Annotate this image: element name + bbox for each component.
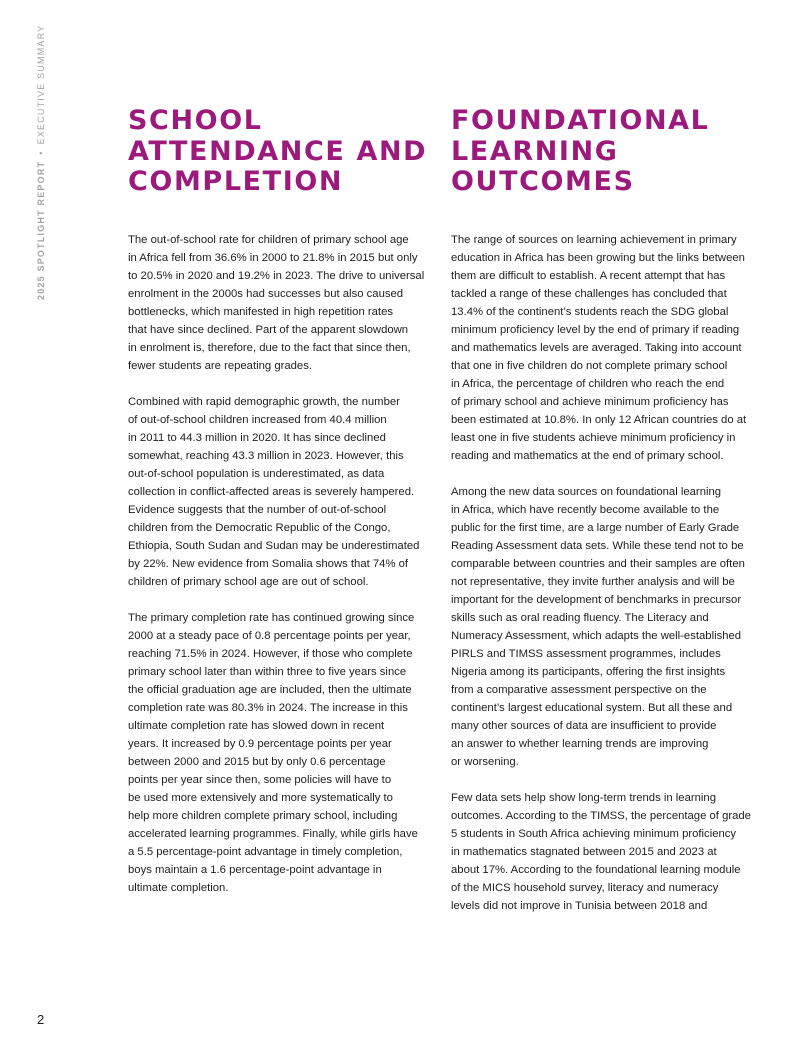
page-number: 2 (37, 1012, 45, 1027)
left-column (128, 106, 428, 915)
section-heading-school-attendance (128, 106, 428, 231)
body-paragraph: The primary completion rate has continued growing since 2000 at a steady pace of 0.8 percentage points per year, reaching 71.5% in 2024. However, if those who complete primary school later than within three to five years since the official graduation age are included, then the ultimate completion rate was 80.3% in 2024. The increase in this ultimate completion rate has slowed down in recent years. It increased by 0.9 percentage points per year between 2000 and 2015 but by only 0.6 percentage points per year since then, some policies will have to be used more extensively and more systematically to help more children complete primary school, including accelerated learning programmes. Finally, while girls have a 5.5 percentage-point advantage in timely completion, boys maintain a 1.6 percentage-point advantage in ultimate completion. (128, 612, 418, 894)
heading-line: ATTENDANCE AND (128, 135, 428, 167)
body-paragraph: Combined with rapid demographic growth, the number of out-of-school children increased from 40.4 million in 2011 to 44.3 million in 2020. It has since declined somewhat, reaching 43.3 million in 2023. However, this out-of-school population is underestimated, as data collection in conflict-affected areas is severely hampered. Evidence suggests that the number of out-of-school children from the Democratic Republic of the Congo, Ethiopia, South Sudan and Sudan may be underestimated by 22%. New evidence from Somalia shows that 74% of children of primary school age are out of school. (128, 396, 420, 588)
heading-line: LEARNING (451, 135, 619, 167)
section-heading-foundational-learning (451, 106, 751, 231)
running-header-vertical (35, 25, 47, 300)
body-paragraph: Among the new data sources on foundational learning in Africa, which have recently become available to the public for the first time, are a large number of Early Grade Reading Assessment data sets. While these tend not to be comparable between countries and their samples are often not representative, they invite further analysis and will be important for the development of benchmarks in precursor skills such as oral reading fluency. The Literacy and Numeracy Assessment, which adapts the well-established PIRLS and TIMSS assessment programmes, includes Nigeria among its participants, offering the first insights from a comparative assessment perspective on the continent’s largest educational system. But all these and many other sources of data are insufficient to provide an answer to whether learning trends are improving or worsening. (451, 486, 745, 768)
right-column (451, 106, 751, 933)
body-paragraph: Few data sets help show long-term trends in learning outcomes. According to the TIMSS, the percentage of grade 5 students in South Africa achieving minimum proficiency in mathematics stagnated between 2015 and 2023 at about 17%. According to the foundational learning module of the MICS household survey, literacy and numeracy levels did not improve in Tunisia between 2018 and (451, 792, 751, 912)
separator-dot: • (36, 150, 46, 155)
heading-line: COMPLETION (128, 166, 344, 197)
heading-line: SCHOOL (128, 105, 263, 136)
heading-line: OUTCOMES (451, 166, 635, 197)
section-title: EXECUTIVE SUMMARY (36, 24, 46, 145)
body-paragraph: The range of sources on learning achievement in primary education in Africa has been growing but the links between them are difficult to establish. A recent attempt that has tackled a range of these challenges has concluded that 13.4% of the continent’s students reach the SDG global minimum proficiency level by the end of primary if reading and mathematics levels are averaged. Taking into account that one in five children do not complete primary school in Africa, the percentage of children who reach the end of primary school and achieve minimum proficiency has been estimated at 10.8%. In only 12 African countries do at least one in five students achieve minimum proficiency in reading and mathematics at the end of primary school. (451, 234, 747, 462)
report-title: 2025 SPOTLIGHT REPORT (36, 160, 46, 300)
heading-line: FOUNDATIONAL (451, 105, 710, 136)
body-paragraph: The out-of-school rate for children of primary school age in Africa fell from 36.6% in 2000 to 21.8% in 2015 but only to 20.5% in 2020 and 19.2% in 2023. The drive to universal enrolment in the 2000s had successes but also caused bottlenecks, which manifested in high repetition rates that have since declined. Part of the apparent slowdown in enrolment is, therefore, due to the fact that since then, fewer students are repeating grades. (128, 234, 425, 372)
